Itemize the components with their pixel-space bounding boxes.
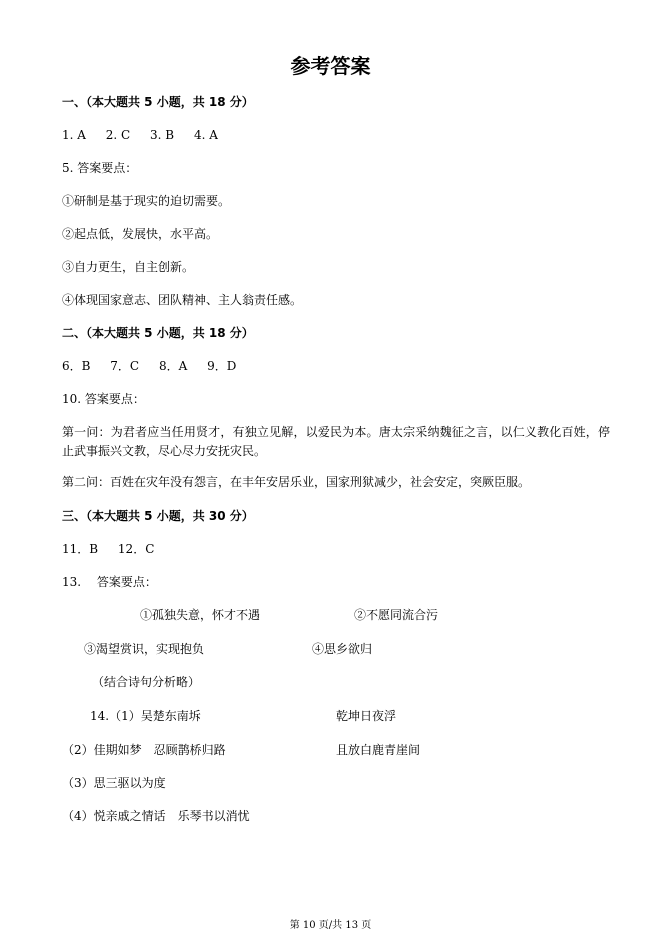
answer-1: 1. A [62,128,86,142]
answer-12: 12．C [117,542,155,556]
q14-line-2-right: 且放白鹿青崖间 [336,743,421,757]
section-2-heading: 二、（本大题共 5 小题，共 18 分） [62,326,254,340]
section-2-answers [62,357,252,376]
q5-point-2: ②起点低，发展快，水平高。 [62,227,219,241]
answer-4: 4. A [193,128,218,142]
q5-point-4: ④体现国家意志、团队精神、主人翁责任感。 [62,293,303,307]
answer-8: 8．A [158,359,188,373]
q14-line-2: （2）佳期如梦 忍顾鹊桥归路 [62,743,226,757]
answer-11: 11．B [62,542,99,556]
q13-point-1: ①孤独失意，怀才不遇 [140,608,261,622]
q10-second-answer: 第二问：百姓在灾年没有怨言，在丰年安居乐业，国家刑狱减少，社会安定，突厥臣服。 [62,475,531,489]
q14-line-3: （3）思三驱以为度 [62,776,166,790]
answer-7: 7．C [110,359,140,373]
section-3-answers [62,540,170,559]
q13-label: 13. 答案要点： [62,575,157,589]
page-title: 参考答案 [290,54,371,78]
section-3-heading: 三、（本大题共 5 小题，共 30 分） [62,509,254,523]
q14-line-1-right: 乾坤日夜浮 [336,709,397,723]
q13-note: （结合诗句分析略） [92,675,201,689]
page-footer: 第 10 页/共 13 页 [289,920,372,931]
answer-6: 6．B [62,359,91,373]
q10-label: 10. 答案要点： [62,392,145,406]
answer-9: 9．D [207,359,237,373]
answer-2: 2. C [105,128,131,142]
q13-point-4: ④思乡欲归 [312,642,373,656]
q14-line-4: （4）悦亲戚之情话 乐琴书以消忧 [62,809,250,823]
q5-point-3: ③自力更生，自主创新。 [62,260,195,274]
section-1-answers [62,126,234,145]
q14-line-1: 14.（1）吴楚东南坼 [90,709,201,723]
q13-point-2: ②不愿同流合污 [354,608,439,622]
answer-3: 3. B [150,128,175,142]
section-1-heading: 一、（本大题共 5 小题，共 18 分） [62,95,254,109]
q13-point-3: ③渴望赏识，实现抱负 [84,642,205,656]
q5-label: 5. 答案要点： [62,161,138,175]
q5-point-1: ①研制是基于现实的迫切需要。 [62,194,231,208]
q10-first-answer: 第一问：为君者应当任用贤才，有独立见解，以爱民为本。唐太宗采纳魏征之言，以仁义教化百姓，停止武事振兴文教，尽心尽力安抚灾民。 [62,425,610,458]
